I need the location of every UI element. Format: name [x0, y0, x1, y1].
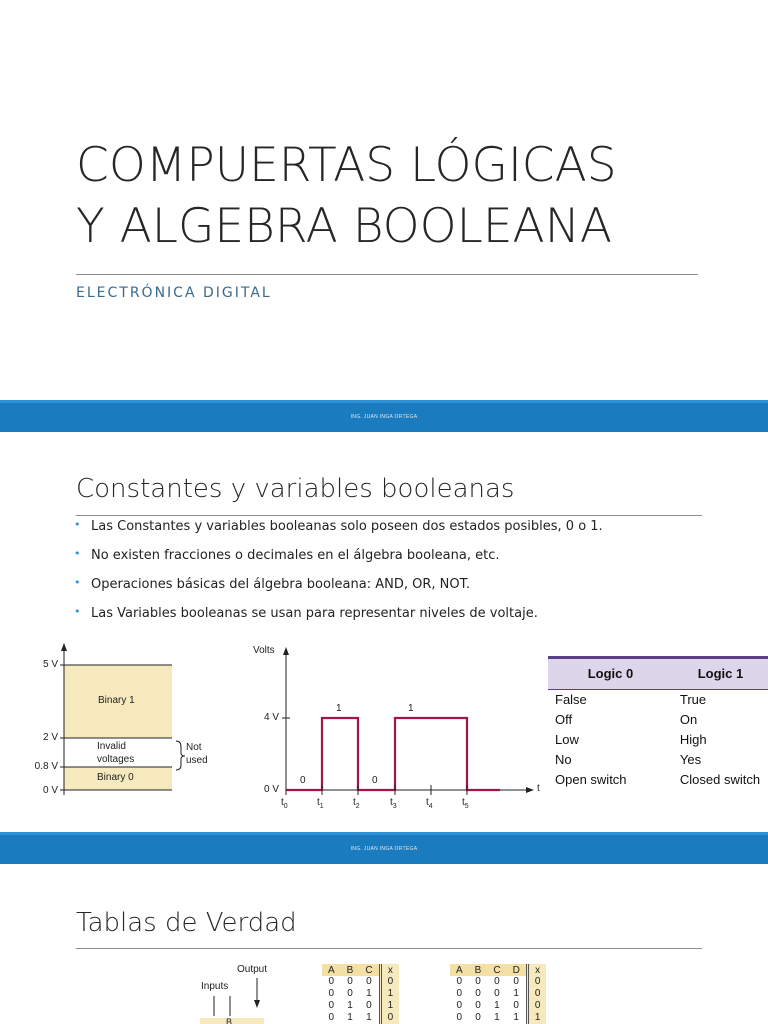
- table-row: [450, 988, 546, 1000]
- bullet-dot-icon: •: [74, 576, 81, 589]
- tick-0v: 0 V: [42, 785, 58, 796]
- table-body: [548, 690, 768, 792]
- truth-table-4var: [450, 964, 546, 1024]
- slide-title: [76, 135, 617, 257]
- truth-table-cell: 0: [328, 1012, 335, 1023]
- truth-table-cell: 1: [366, 988, 372, 999]
- truth-table-cell: 0: [456, 976, 463, 987]
- y-axis-arrow-icon: [61, 643, 67, 651]
- wave-level-label: 0: [372, 775, 378, 786]
- tick-2v: 2 V: [42, 732, 58, 743]
- truth-table-cell: 0: [328, 1000, 335, 1011]
- wave-time-label: $t_5$: [462, 797, 469, 810]
- slide-subtitle: ELECTRÓNICA DIGITAL: [76, 285, 272, 301]
- wave-xlabel: t: [537, 783, 540, 794]
- truth-table-cell: 1: [380, 988, 399, 1000]
- table-row: [322, 988, 399, 1000]
- truth-table-cell: 0: [475, 988, 481, 999]
- slide-footer-band: [0, 400, 768, 432]
- header-logic1: Logic 1: [697, 666, 744, 681]
- gate-diagram: [190, 962, 280, 1024]
- slide-footer-band: [0, 832, 768, 864]
- truth-table-cell: 0: [494, 976, 500, 987]
- truth-table-heading: B: [469, 964, 488, 976]
- wave-time-label: $t_2$: [353, 797, 360, 810]
- table-row: [450, 1000, 546, 1012]
- binary0-label: Binary 0: [97, 772, 134, 783]
- truth-table-heading: C: [359, 964, 380, 976]
- wave-ytick-0v: 0 V: [264, 784, 280, 795]
- truth-table-cell: 1: [494, 1012, 500, 1023]
- truth-table-cell: 1: [380, 1000, 399, 1012]
- truth-table-cell: 0: [347, 988, 353, 999]
- truth-table-cell: 1: [366, 1012, 372, 1023]
- logic1-cell: On: [679, 712, 698, 727]
- inputs-label: Inputs: [201, 981, 229, 992]
- bullet-list: [74, 519, 603, 635]
- logic-table-row: [548, 752, 768, 772]
- logic-table-row: [548, 712, 768, 732]
- binary1-label: Binary 1: [98, 695, 135, 706]
- bullet-item: • No existen fracciones o decimales en el álgebra booleana, etc.: [74, 547, 500, 563]
- truth-table-cell: 0: [456, 988, 463, 999]
- truth-table-cell: 1: [347, 1000, 353, 1011]
- brace-icon: [176, 741, 185, 770]
- truth-table-heading: D: [507, 964, 528, 976]
- truth-table-header: [450, 964, 546, 976]
- truth-table-cell: 0: [347, 976, 353, 987]
- wave-level-label: 1: [336, 703, 342, 714]
- waveform-diagram: [240, 637, 545, 822]
- logic0-cell: No: [555, 752, 572, 767]
- wave-time-label: $t_3$: [390, 797, 397, 810]
- wave-time-label: $t_0$: [281, 797, 288, 810]
- logic0-cell: Open switch: [555, 772, 627, 787]
- truth-table-cell: 0: [475, 976, 481, 987]
- truth-table-heading: x: [527, 964, 546, 976]
- truth-table-cell: 0: [494, 988, 500, 999]
- truth-table-cell: 0: [513, 1000, 519, 1011]
- waveform-svg: [240, 637, 545, 822]
- table-header: [548, 659, 768, 689]
- truth-table-cell: 0: [366, 976, 372, 987]
- truth-table-cell: 0: [527, 976, 546, 988]
- bullet-dot-icon: •: [74, 547, 81, 560]
- table-row: [322, 976, 399, 988]
- bullet-dot-icon: •: [74, 605, 81, 618]
- table-row: [322, 1000, 399, 1012]
- truth-table-cell: 0: [328, 976, 335, 987]
- boolean-slide: [0, 432, 768, 832]
- truth-table-cell: 1: [513, 1012, 519, 1023]
- wave-trace: [286, 718, 500, 790]
- wave-time-label: $t_4$: [426, 797, 433, 810]
- truth-table-cell: 0: [513, 976, 519, 987]
- truth-table-cell: 0: [475, 1000, 481, 1011]
- wave-ylabel: Volts: [253, 645, 275, 656]
- wave-level-label: 0: [300, 775, 306, 786]
- bullet-item: • Operaciones básicas del álgebra booleana: AND, OR, NOT.: [74, 576, 471, 592]
- footer-text: ING. JUAN INGA ORTEGA: [350, 414, 418, 420]
- truth-table-cell: 1: [494, 1000, 500, 1011]
- truth-table-cell: 0: [456, 1012, 463, 1023]
- slide3-title: Tablas de Verdad: [76, 908, 297, 938]
- slide3-divider: [76, 948, 702, 949]
- logic1-cell: True: [679, 692, 707, 707]
- bullet-item: • Las Constantes y variables booleanas solo poseen dos estados posibles, 0 o 1.: [74, 518, 603, 534]
- truth-table-cell: 0: [328, 988, 335, 999]
- logic1-cell: High: [679, 732, 707, 747]
- slide-title-line2: Y ALGEBRA BOOLEANA: [76, 199, 613, 254]
- output-label: Output: [237, 964, 268, 975]
- truth-table-cell: 0: [380, 976, 399, 988]
- logic-level-table: [548, 656, 768, 792]
- logic0-cell: Off: [555, 712, 573, 727]
- voltage-levels-diagram: [0, 637, 240, 807]
- table-row: [450, 976, 546, 988]
- truth-table-heading: x: [380, 964, 399, 976]
- tick-5v: 5 V: [42, 659, 58, 670]
- not-used-label: Not used: [186, 742, 208, 766]
- truth-table-heading: A: [450, 964, 469, 976]
- invalid-label: Invalid voltages: [97, 741, 135, 765]
- slide2-title: Constantes y variables booleanas: [76, 474, 515, 504]
- truth-table-cell: 1: [513, 988, 519, 999]
- slide2-divider: [76, 515, 702, 516]
- truth-table-3var: [322, 964, 399, 1024]
- footer-text: ING. JUAN INGA ORTEGA: [350, 846, 418, 852]
- logic-table-row: [548, 772, 768, 792]
- slide-title-line1: COMPUERTAS LÓGICAS: [76, 138, 617, 193]
- truth-table-cell: 0: [527, 988, 546, 1000]
- title-divider: [76, 274, 698, 275]
- output-arrow-icon: [254, 1000, 260, 1008]
- logic1-cell: Closed switch: [679, 772, 761, 787]
- table-row: [450, 1012, 546, 1024]
- truth-table-slide: [0, 864, 768, 1024]
- wave-x-arrow-icon: [526, 787, 534, 793]
- wave-time-label: $t_1$: [317, 797, 324, 810]
- logic-table-row: [548, 732, 768, 752]
- truth-table-cell: 0: [475, 1012, 481, 1023]
- truth-table-header: [322, 964, 399, 976]
- truth-table-4: [450, 964, 546, 1024]
- bullet-item: • Las Variables booleanas se usan para representar niveles de voltaje.: [74, 605, 538, 621]
- title-slide: [0, 0, 768, 400]
- table-row: [322, 1012, 399, 1024]
- truth-table-cell: 0: [456, 1000, 463, 1011]
- truth-table-heading: A: [322, 964, 341, 976]
- truth-table-cell: 0: [366, 1000, 372, 1011]
- truth-table-heading: C: [487, 964, 506, 976]
- bullet-dot-icon: •: [74, 518, 81, 531]
- logic0-cell: False: [555, 692, 587, 707]
- header-logic0: Logic 0: [587, 666, 634, 681]
- truth-table-3: [322, 964, 399, 1024]
- truth-table-cell: 0: [380, 1012, 399, 1024]
- logic1-cell: Yes: [679, 752, 702, 767]
- input-b-label: B: [226, 1017, 233, 1024]
- wave-y-arrow-icon: [283, 647, 289, 655]
- logic0-cell: Low: [555, 732, 579, 747]
- truth-table-heading: B: [341, 964, 360, 976]
- tick-08v: 0.8 V: [34, 761, 58, 772]
- truth-table-cell: 1: [347, 1012, 353, 1023]
- wave-ytick-4v: 4 V: [264, 712, 280, 723]
- wave-level-label: 1: [408, 703, 414, 714]
- truth-table-cell: 0: [527, 1000, 546, 1012]
- logic-table-row: [548, 692, 768, 712]
- truth-table-cell: 1: [527, 1012, 546, 1024]
